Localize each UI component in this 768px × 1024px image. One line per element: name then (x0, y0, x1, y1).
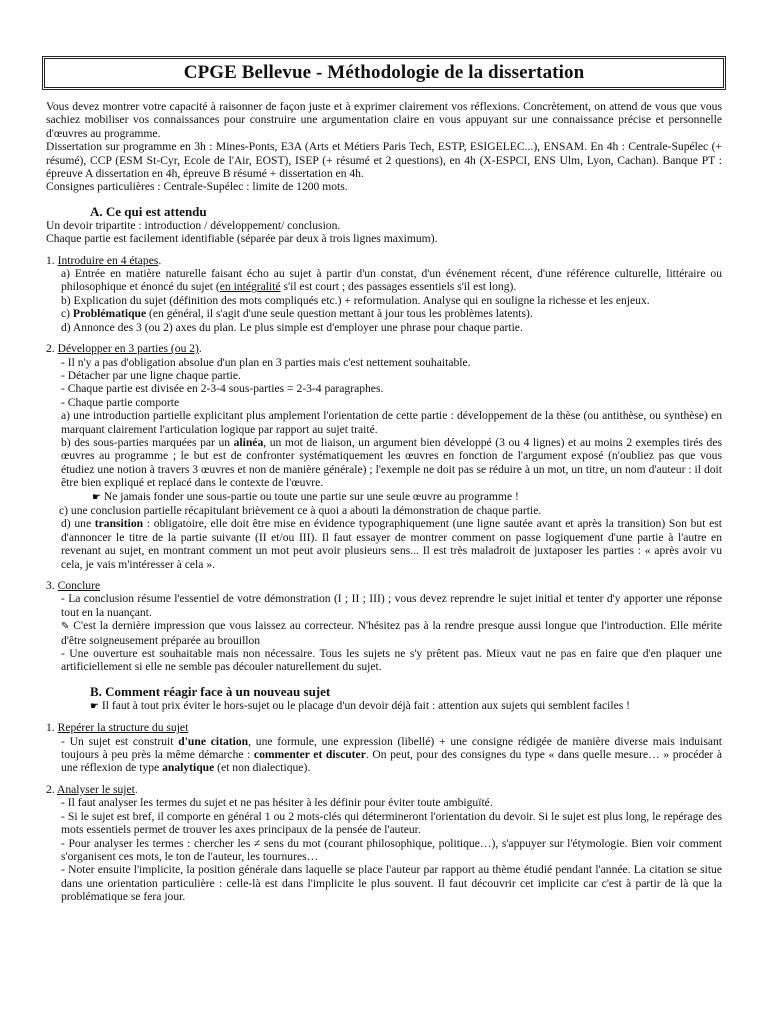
section-a-title: A. Ce qui est attendu (90, 203, 207, 219)
b-item-2-line: - Noter ensuite l'implicite, la position générale dans laquelle se place l'auteur par rapport au thème étudié pendant l'année. La citation se situe dans une orientation particulière : celle-là est dans l'implicite le plus souvent. Il faut découvrir cet implicite car c'est à partir de là que la problématique se fera jour. (61, 863, 722, 904)
a-item-2-part-d: d) une transition : obligatoire, elle doit être mise en évidence typographiquement (une ligne sautée avant et après la transition) Son but est d'annoncer le titre de la partie suivante (II et/ou III). Il faut essayer de montrer comment on passe logiquement d'une partie à l'autre en revenant au sujet, en montrant comment un mot peut avoir plusieurs sens... Il est très maladroit de juxtaposer les parties : « après avoir vu cela, je vais m'intéresser à cela ». (61, 517, 722, 571)
b-item-1-line: - Un sujet est construit d'une citation, une formule, une expression (libellé) + une consigne rédigée de manière diverse mais induisant toujours à peu près la même démarche : commenter et discuter. On peut, pour des consignes du type « dans quelle mesure… » procéder à une réflexion de type analytique (et non dialectique). (61, 734, 722, 775)
b-item-2-heading: 2. Analyser le sujet. (46, 782, 138, 796)
intro-constraints: Consignes particulières : Centrale-Supélec : limite de 1200 mots. (46, 180, 348, 194)
a-item-1-heading: 1. Introduire en 4 étapes. (46, 253, 162, 267)
a-item-1-step-a: a) Entrée en matière naturelle faisant écho au sujet à partir d'un constat, d'un événement récent, d'une référence culturelle, littéraire ou philosophique et énoncé du sujet (en intégralité s'il est court ; des passages essentiels s'il est long). (61, 267, 722, 294)
a-item-2-line: - Chaque partie est divisée en 2-3-4 sous-parties = 2-3-4 paragraphes. (61, 382, 384, 396)
title-box (42, 56, 726, 90)
section-a-line: Un devoir tripartite : introduction / développement/ conclusion. (46, 218, 341, 232)
a-item-2-line: - Chaque partie comporte (61, 395, 180, 409)
b-item-2 (46, 783, 722, 904)
a-item-2-heading: 2. Développer en 3 parties (ou 2). (46, 342, 202, 356)
b-item-1-heading: 1. Repérer la structure du sujet (46, 721, 189, 735)
a-item-2-line: - Détacher par une ligne chaque partie. (61, 368, 241, 382)
a-item-3-note: ✎ C'est la dernière impression que vous laissez au correcteur. N'hésitez pas à la rendre presque aussi longue que l'introduction. Elle mérite d'être soigneusement préparée au brouillon (61, 619, 722, 647)
intro-block (46, 100, 722, 194)
a-item-1 (46, 254, 722, 334)
a-item-2-line: - Il n'y a pas d'obligation absolue d'un plan en 3 parties mais c'est nettement souhaitable. (61, 355, 471, 369)
a-item-3-heading: 3. Conclure (46, 579, 101, 592)
section-b-warning: ☛ Il faut à tout prix éviter le hors-sujet ou le placage d'un devoir déjà fait : attention aux sujets qui semblent faciles ! (90, 698, 631, 712)
pointing-hand-icon: ☛ (90, 700, 99, 712)
a-item-3 (46, 579, 722, 674)
a-item-3-line: - La conclusion résume l'essentiel de votre démonstration (I ; II ; III) ; vous devez reprendre le sujet initial et tenter d'y apporter une réponse tout en la nuançant. (61, 592, 722, 619)
pointing-hand-icon: ☛ (92, 491, 101, 503)
section-b-title: B. Comment réagir face à un nouveau sujet (90, 683, 331, 699)
a-item-1-step-c: c) Problématique (en général, il s'agit d'une seule question mettant à jour tous les problèmes latents). (61, 307, 533, 321)
a-item-1-step-d: d) Annonce des 3 (ou 2) axes du plan. Le plus simple est d'employer une phrase pour chaque partie. (61, 320, 523, 334)
pencil-icon: ✎ (61, 621, 70, 633)
intro-exam-list: Dissertation sur programme en 3h : Mines-Ponts, E3A (Arts et Métiers Paris Tech, ESTP, ESIGELEC...), ENSAM. En 4h : Centrale-Supélec (+ résumé), CCP (ESM St-Cyr, Ecole de l'Air, EOST), ISEP (+ résumé et 2 questions), en 4h (X-ESPCI, ENS Ulm, Lyon, Cachan). Banque PT : épreuve A dissertation en 4h, épreuve B résumé + dissertation en 4h. (46, 140, 722, 181)
b-item-2-line: - Il faut analyser les termes du sujet et ne pas hésiter à les définir pour éviter toute ambiguïté. (61, 796, 493, 810)
b-item-2-line: - Si le sujet est bref, il comporte en général 1 ou 2 mots-clés qui détermineront l'orientation du devoir. Si le sujet est plus long, le repérage des mots essentiels permet de trouver les axes principaux de la pensée de l'auteur. (61, 809, 722, 837)
b-item-2-line: - Pour analyser les termes : chercher les ≠ sens du mot (courant philosophique, politique…), s'appuyer sur l'étymologie. Bien voir comment s'organisent ces mots, le ton de l'auteur, les tournures… (61, 836, 722, 863)
a-item-2-part-c: c) une conclusion partielle récapitulant brièvement ce à quoi a abouti la démonstration de chaque partie. (59, 503, 542, 517)
a-item-2 (46, 342, 722, 571)
a-item-1-step-b: b) Explication du sujet (définition des mots compliqués etc.) + reformulation. Analyse qui en souligne la richesse et les enjeux. (61, 293, 650, 307)
section-a-line: Chaque partie est facilement identifiable (séparée par deux à trois lignes maximum). (46, 232, 438, 246)
a-item-2-part-b: b) des sous-parties marquées par un alinéa, un mot de liaison, un argument bien développé (3 ou 4 lignes) et au moins 2 exemples tirés des œuvres au programme ; le but est de confronter systématiquement les œuvres en fonction de l'argument exposé (n'oubliez pas que vous étudiez une notion à travers 3 œuvres et non de manière générale) ; l'exemple ne doit pas se réduire à un mot, un titre, un nom d'auteur : il doit être bien expliqué et replacé dans le contexte de l'œuvre. (61, 435, 722, 490)
a-item-2-part-a: a) une introduction partielle explicitant plus amplement l'orientation de cette partie : développement de la thèse (ou antithèse, ou synthèse) en marquant clairement l'articulation logique par rapport au sujet traité. (61, 409, 722, 436)
b-item-1 (46, 721, 722, 775)
document-title: CPGE Bellevue - Méthodologie de la dissertation (183, 62, 585, 83)
intro-paragraph: Vous devez montrer votre capacité à raisonner de façon juste et à exprimer clairement vos réflexions. Concrètement, on attend de vous que vous sachiez mobiliser vos connaissances pour construire une argumentation claire en vous appuyant sur une connaissance précise et personnelle d'œuvres au programme. (46, 100, 722, 140)
a-item-3-line: - Une ouverture est souhaitable mais non nécessaire. Tous les sujets ne s'y prêtent pas. Mieux vaut ne pas en faire que d'en plaquer une artificiellement si elle ne semble pas découler naturellement du sujet. (61, 647, 722, 674)
a-item-2-warning: ☛ Ne jamais fonder une sous-partie ou toute une partie sur une seule œuvre au programme ! (92, 489, 519, 503)
